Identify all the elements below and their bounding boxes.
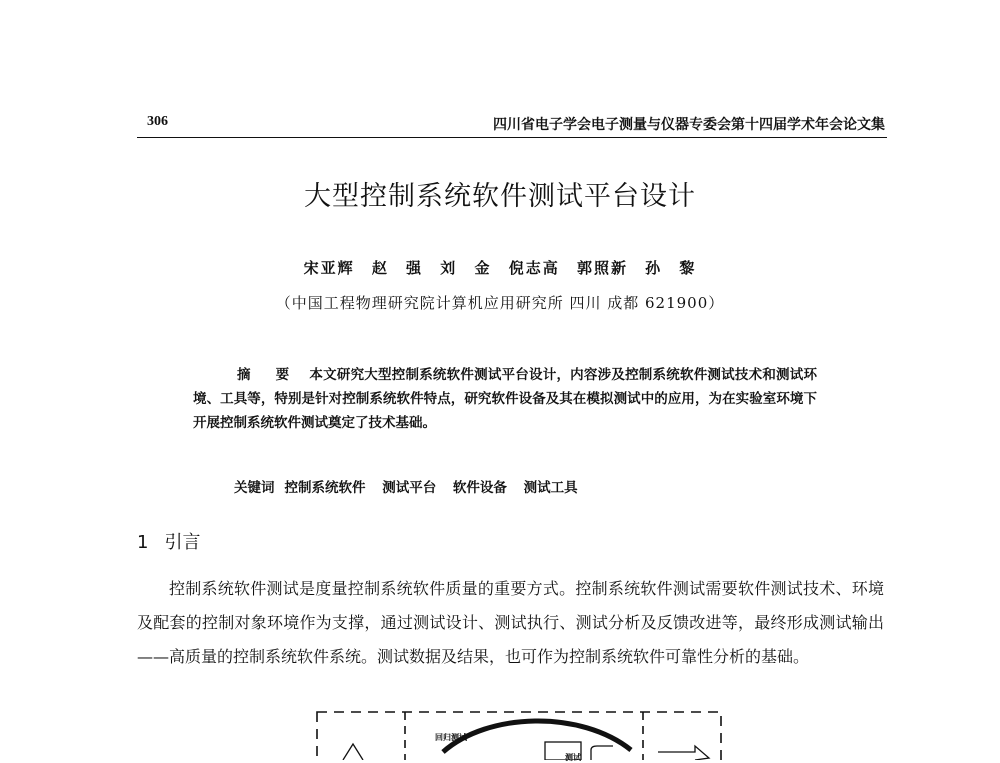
test-step-connector [591,746,613,760]
running-header [137,114,887,136]
section-number: 1 [137,532,149,553]
test-process-figure [313,708,725,760]
page-number: 306 [147,114,168,129]
figure-diagram [313,708,725,760]
section-heading [137,528,200,554]
output-arrow [658,746,709,760]
figure-outer-dashed-box [317,712,721,760]
intro-paragraph: 控制系统软件测试是度量控制系统软件质量的重要方式。控制系统软件测试需要软件测试技术、环境及配套的控制对象环境作为支撑，通过测试设计、测试执行、测试分析及反馈改进等，最终形成测试输出——高质量的控制系统软件系统。测试数据及结果，也可作为控制系统软件可靠性分析的基础。 [137,579,884,666]
figure-label-test: 测试 [565,753,581,762]
keywords-label: 关键词 [234,480,275,496]
paper-title: 大型控制系统软件测试平台设计 [304,181,696,212]
abstract [193,363,817,435]
section-title: 引言 [164,532,201,553]
affiliation: （中国工程物理研究院计算机应用研究所 四川 成都 621900） [275,294,725,312]
figure-label-regression: 回归测试 [435,733,467,742]
abstract-label: 摘 要 [237,367,300,383]
author-list: 宋亚辉 赵 强 刘 金 倪志高 郭照新 孙 黎 [303,259,697,277]
running-title: 四川省电子学会电子测量与仪器专委会第十四届学术年会论文集 [493,117,885,133]
keywords-terms: 控制系统软件 测试平台 软件设备 测试工具 [284,480,578,496]
header-rule [137,137,887,138]
figure-input-shape [343,744,363,760]
regression-test-arc [443,721,631,752]
keywords [234,476,578,496]
abstract-text: 本文研究大型控制系统软件测试平台设计，内容涉及控制系统软件测试技术和测试环境、工具等，特别是针对控制系统软件特点，研究软件设备及其在模拟测试中的应用，为在实验室环境下开展控制系统软件测试奠定了技术基础。 [193,367,818,431]
